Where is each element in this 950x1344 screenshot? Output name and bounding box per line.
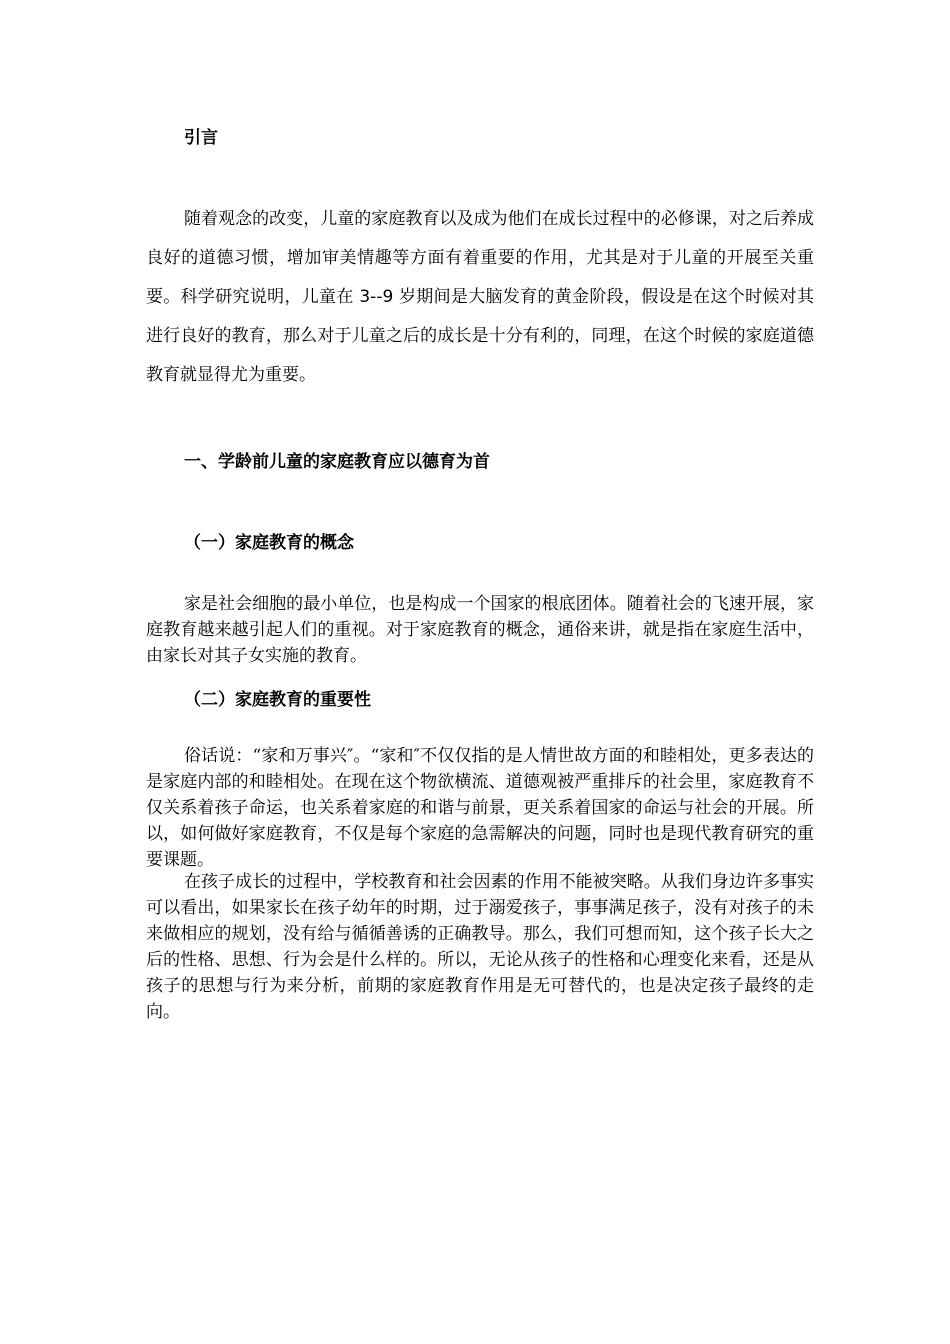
section-1-title: 一、学龄前儿童的家庭教育应以德育为首 (184, 452, 490, 472)
intro-paragraph: 随着观念的改变，儿童的家庭教育以及成为他们在成长过程中的必修课，对之后养成良好的道德习惯，增加审美情趣等方面有着重要的作用，尤其是对于儿童的开展至关重要。科学研究说明，儿童在 3--9 岁期间是大脑发育的黄金阶段，假设是在这个时候对其进行良好的教育，那么对于儿童之后的成长是十分有利的，同理，在这个时候的家庭道德教育就显得尤为重要。 (146, 209, 814, 385)
intro-title: 引言 (184, 128, 218, 148)
subsection-2-paragraph-2: 在孩子成长的过程中，学校教育和社会因素的作用不能被突略。从我们身边许多事实可以看出，如果家长在孩子幼年的时期，过于溺爱孩子，事事满足孩子，没有对孩子的未来做相应的规划，没有给与循循善诱的正确教导。那么，我们可想而知，这个孩子长大之后的性格、思想、行为会是什么样的。所以，无论从孩子的性格和心理变化来看，还是从孩子的思想与行为来分析，前期的家庭教育作用是无可替代的，也是决定孩子最终的走向。 (146, 872, 814, 1022)
subsection-1-title: （一）家庭教育的概念 (184, 533, 354, 553)
subsection-2-title: （二）家庭教育的重要性 (184, 690, 371, 710)
subsection-1-paragraph: 家是社会细胞的最小单位，也是构成一个国家的根底团体。随着社会的飞速开展，家庭教育越来越引起人们的重视。对于家庭教育的概念，通俗来讲，就是指在家庭生活中，由家长对其子女实施的教育。 (146, 594, 814, 666)
subsection-2-paragraph-1: 俗话说：“家和万事兴″。“家和″不仅仅指的是人情世故方面的和睦相处，更多表达的是家庭内部的和睦相处。在现在这个物欲横流、道德观被严重排斥的社会里，家庭教育不仅关系着孩子命运，也关系着家庭的和谐与前景，更关系着国家的命运与社会的开展。所以，如何做好家庭教育，不仅是每个家庭的急需解决的问题，同时也是现代教育研究的重要课题。 (146, 746, 814, 870)
